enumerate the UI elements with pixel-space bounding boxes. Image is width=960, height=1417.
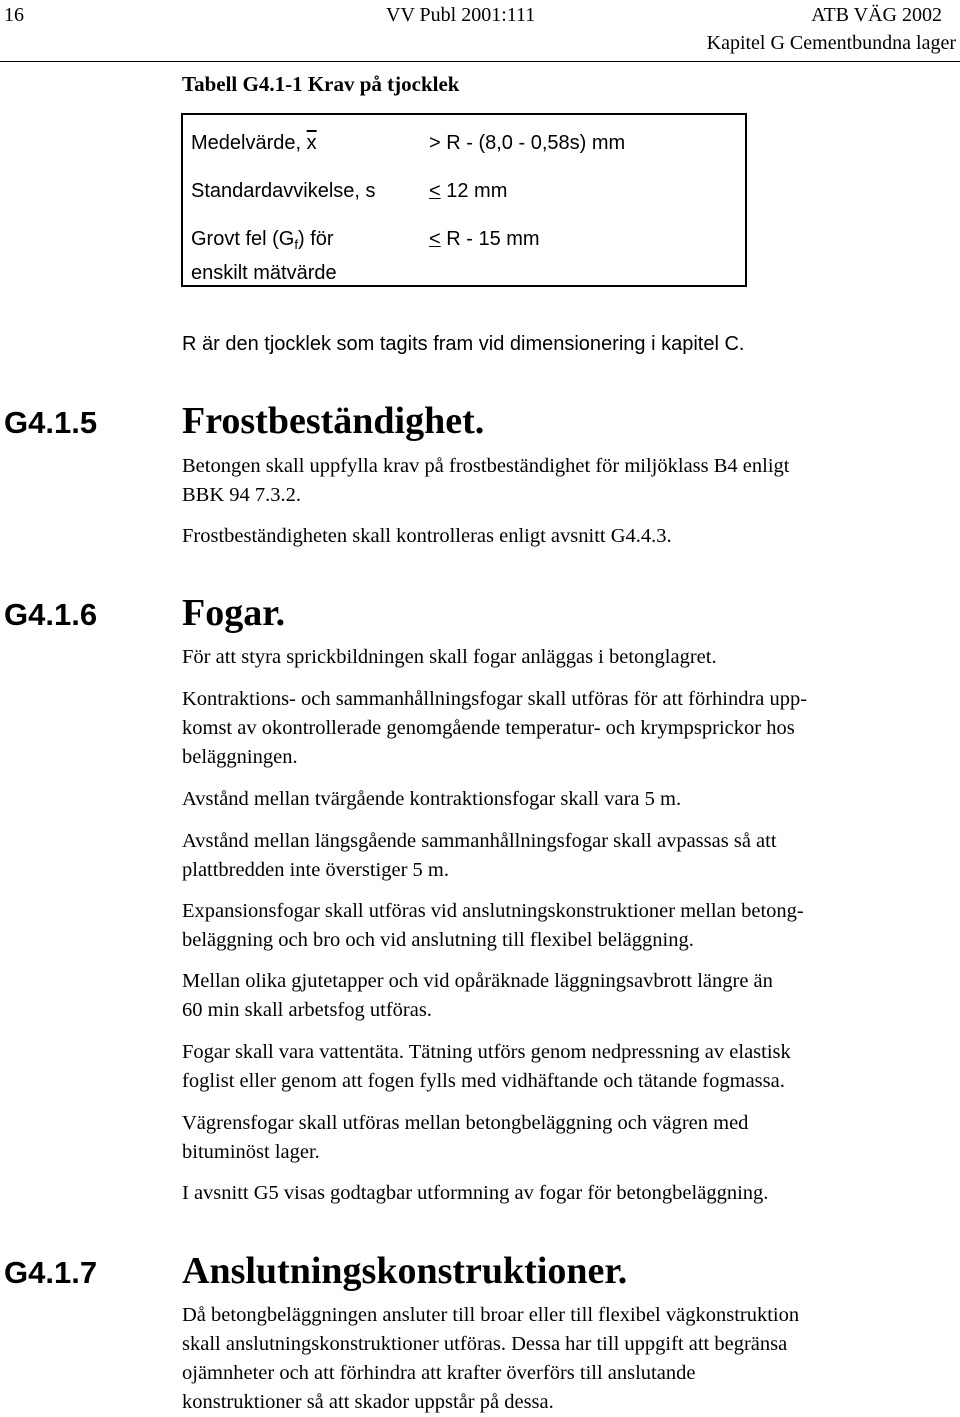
page-header: [0, 0, 960, 62]
paragraph-line: Mellan olika gjutetapper och vid opåräknade läggningsavbrott längre än: [182, 970, 773, 992]
requirement-value: R - 15 mm: [440, 228, 540, 250]
table-caption: Tabell G4.1-1 Krav på tjocklek: [182, 72, 460, 96]
paragraph-line: bituminöst lager.: [182, 1141, 320, 1163]
header-rule: [0, 61, 960, 62]
paragraph-line: konstruktioner så att skador uppstår på dessa.: [182, 1391, 554, 1413]
paragraph-line: Då betongbeläggningen ansluter till broar eller till flexibel vägkonstruktion: [182, 1304, 800, 1326]
table-note: R är den tjocklek som tagits fram vid dimensionering i kapitel C.: [182, 333, 745, 355]
page-number: 16: [4, 4, 24, 26]
table-row-std-requirement: [429, 177, 507, 206]
section-title: Frostbeständighet.: [182, 400, 485, 442]
criterion-subscript: f: [294, 237, 298, 252]
less-equal-symbol: <: [429, 180, 441, 202]
less-equal-symbol: <: [429, 228, 441, 250]
section-title: Fogar.: [182, 592, 286, 634]
paragraph-line: komst av okontrollerade genomgående temperatur- och krympsprickor hos: [182, 717, 795, 739]
paragraph-line: Vägrensfogar skall utföras mellan betongbeläggning och vägren med: [182, 1112, 749, 1134]
requirement-value: 12 mm: [440, 180, 508, 202]
paragraph-line: Betongen skall uppfylla krav på frostbeständighet för miljöklass B4 enligt: [182, 455, 790, 477]
paragraph-line: I avsnitt G5 visas godtagbar utformning av fogar för betongbeläggning.: [182, 1182, 769, 1204]
section-title: Anslutningskonstruktioner.: [182, 1250, 628, 1292]
paragraph-line: skall anslutningskonstruktioner utföras. Dessa har till uppgift att begränsa: [182, 1333, 788, 1355]
paragraph-line: ojämnheter och att förhindra att krafter överförs till anslutande: [182, 1362, 696, 1384]
table-row-gross-requirement: [429, 225, 540, 254]
chapter-title: Kapitel G Cementbundna lager: [706, 32, 956, 54]
paragraph-line: Frostbeständigheten skall kontrolleras enligt avsnitt G4.4.3.: [182, 525, 672, 547]
section-number: G4.1.6: [4, 597, 98, 632]
paragraph-line: beläggning och bro och vid anslutning till flexibel beläggning.: [182, 929, 694, 951]
table-row-mean-requirement: > R - (8,0 - 0,58s) mm: [429, 132, 626, 154]
paragraph-line: BBK 94 7.3.2.: [182, 484, 302, 506]
table-row-mean-criterion: [191, 129, 317, 158]
paragraph-line: För att styra sprickbildningen skall fogar anläggas i betonglagret.: [182, 646, 717, 668]
criterion-label-a: Grovt fel (G: [191, 228, 295, 250]
paragraph-line: Fogar skall vara vattentäta. Tätning utförs genom nedpressning av elastisk: [182, 1041, 791, 1063]
document-title: ATB VÄG 2002: [811, 4, 942, 26]
requirements-table: [181, 113, 747, 287]
table-row-gross-criterion: [191, 225, 337, 288]
paragraph-line: Avstånd mellan tvärgående kontraktionsfogar skall vara 5 m.: [182, 788, 682, 810]
paragraph-line: Kontraktions- och sammanhållningsfogar skall utföras för att förhindra upp-: [182, 688, 808, 710]
paragraph-line: Avstånd mellan längsgående sammanhållningsfogar skall avpassas så att: [182, 830, 777, 852]
section-number: G4.1.7: [4, 1255, 98, 1290]
paragraph-line: plattbredden inte överstiger 5 m.: [182, 859, 449, 881]
table-row-std-criterion: Standardavvikelse, s: [191, 180, 376, 202]
mean-symbol: x: [306, 132, 317, 154]
publication-id: VV Publ 2001:111: [386, 4, 536, 26]
paragraph-line: beläggningen.: [182, 746, 298, 768]
paragraph-line: Expansionsfogar skall utföras vid anslutningskonstruktioner mellan betong-: [182, 900, 804, 922]
criterion-label-line2: enskilt mätvärde: [191, 262, 337, 284]
criterion-label: Medelvärde,: [191, 132, 302, 154]
paragraph-line: 60 min skall arbetsfog utföras.: [182, 999, 432, 1021]
criterion-label-b: ) för: [297, 228, 334, 250]
paragraph-line: foglist eller genom att fogen fylls med vidhäftande och tätande fogmassa.: [182, 1070, 785, 1092]
section-number: G4.1.5: [4, 405, 98, 440]
